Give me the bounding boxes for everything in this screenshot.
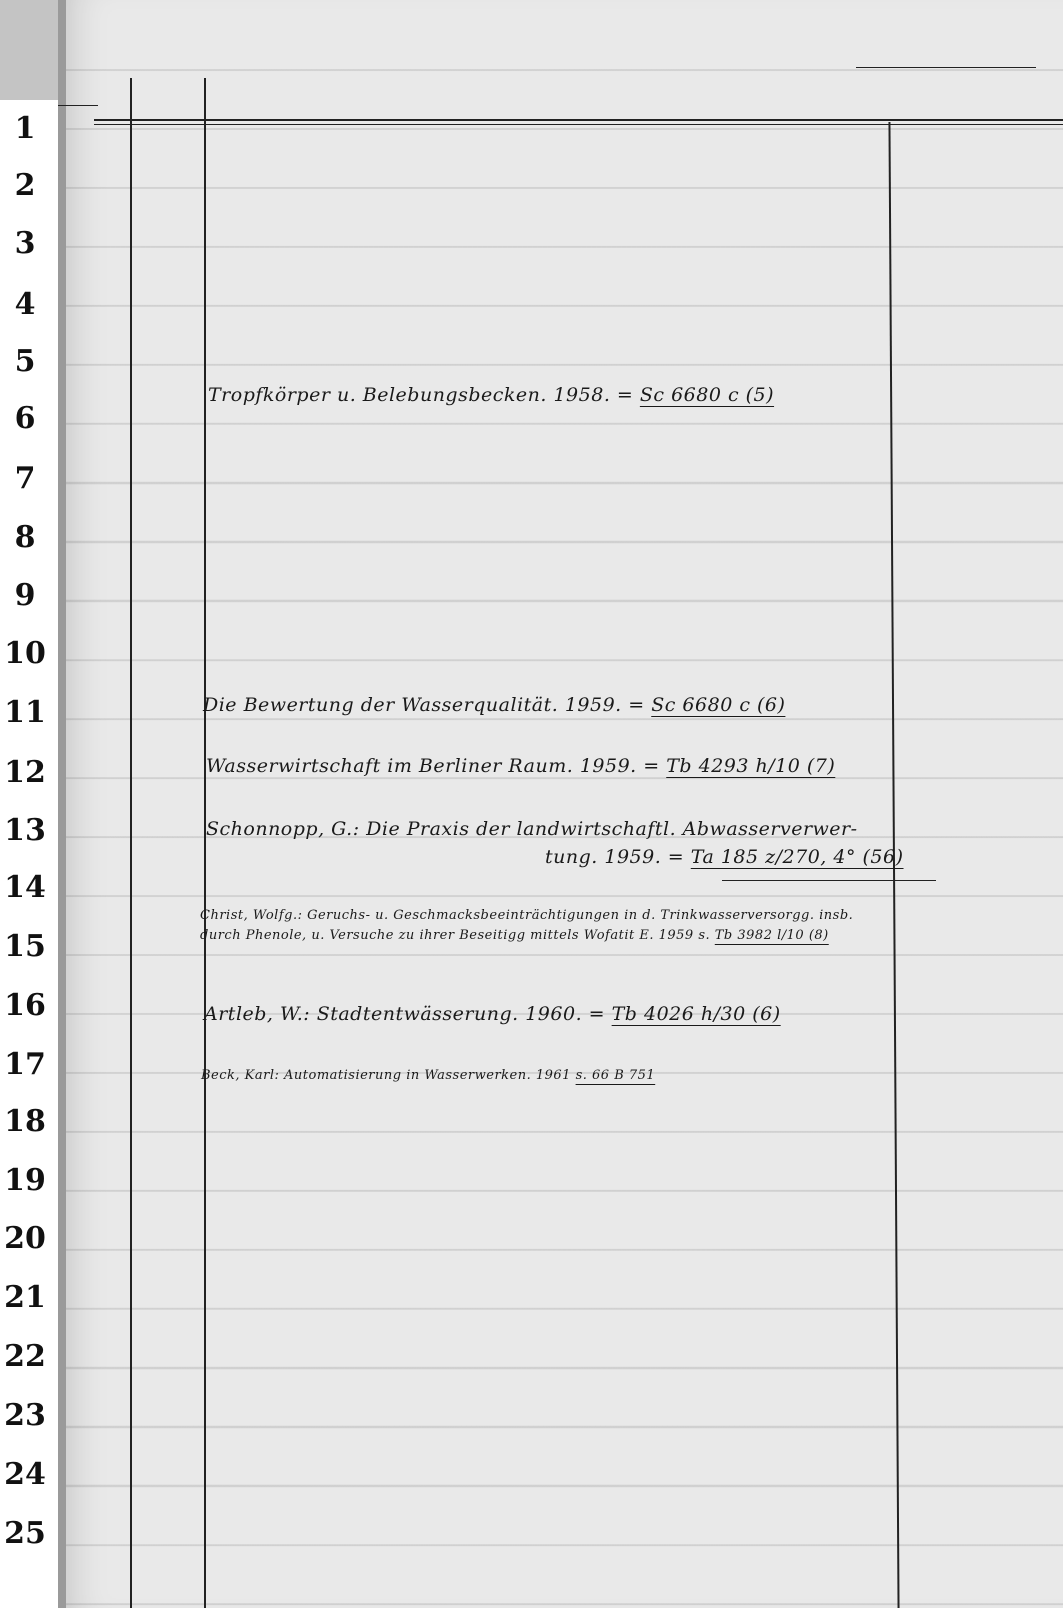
catalog-entry [204, 1003, 781, 1025]
row-number: 21 [4, 1280, 46, 1315]
catalog-entry [203, 694, 785, 716]
catalog-entry [206, 755, 835, 777]
catalog-entry-continued [200, 928, 829, 943]
shelfmark: s. 66 B 751 [575, 1068, 656, 1083]
row-number: 14 [4, 870, 46, 905]
row-number: 18 [4, 1104, 46, 1139]
entry-title-line-2: durch Phenole, u. Versuche zu ihrer Beseitigg mittels Wofatit E. 1959 s. [200, 928, 711, 943]
row-number: 1 [14, 111, 36, 146]
shelfmark: Tb 4026 h/30 (6) [611, 1003, 781, 1025]
row-number: 17 [4, 1047, 46, 1082]
shelfmark: Ta 185 z/270, 4° (56) [690, 846, 904, 868]
shelfmark: Tb 4293 h/10 (7) [666, 755, 836, 777]
row-number: 19 [4, 1163, 46, 1198]
catalog-entry [206, 818, 858, 840]
entry-title-line-2: tung. 1959. = [545, 846, 685, 868]
entry-title: Wasserwirtschaft im Berliner Raum. 1959. = [206, 755, 660, 777]
row-number: 12 [4, 755, 46, 790]
shelfmark: Sc 6680 c (5) [639, 384, 775, 406]
ledger-header-rule-2 [94, 124, 1063, 125]
row-number: 4 [14, 287, 36, 322]
entry-title: Die Bewertung der Wasserqualität. 1959. = [203, 694, 645, 716]
entry-title: Tropfkörper u. Belebungsbecken. 1958. = [208, 384, 634, 406]
ledger-rule-left [130, 78, 132, 1608]
entry-title-line-1: Schonnopp, G.: Die Praxis der landwirtschaftl. Abwasserverwer- [206, 818, 858, 840]
catalog-entry-continued [545, 846, 904, 868]
row-number: 25 [4, 1516, 46, 1551]
entry-title-line-1: Christ, Wolfg.: Geruchs- u. Geschmacksbeeinträchtigungen in d. Trinkwasserversorgg. insb. [200, 908, 854, 923]
ledger-top-rule [58, 105, 98, 106]
row-number: 3 [14, 226, 36, 261]
entry-underline [722, 880, 936, 881]
shelfmark: Tb 3982 l/10 (8) [714, 928, 829, 943]
row-number: 20 [4, 1221, 46, 1256]
gutter-header-block [0, 0, 58, 100]
row-number: 5 [14, 344, 36, 379]
ledger-header-rule [94, 119, 1063, 121]
ledger-top-right-rule [856, 67, 1036, 68]
row-number: 22 [4, 1339, 46, 1374]
row-number: 2 [14, 168, 36, 203]
row-number: 8 [14, 520, 36, 555]
row-number: 13 [4, 813, 46, 848]
ledger-sheet [58, 0, 1063, 1608]
ledger-rule-inner [204, 78, 206, 1608]
row-number: 11 [4, 695, 46, 730]
row-number: 24 [4, 1457, 46, 1492]
row-number: 10 [4, 636, 46, 671]
row-number: 9 [14, 578, 36, 613]
row-number: 23 [4, 1398, 46, 1433]
page-binding-edge [58, 0, 66, 1608]
shelfmark: Sc 6680 c (6) [651, 694, 786, 716]
row-number: 6 [14, 401, 36, 436]
row-number: 16 [4, 988, 46, 1023]
entry-title: Artleb, W.: Stadtentwässerung. 1960. = [204, 1003, 606, 1025]
row-number: 7 [14, 461, 36, 496]
catalog-entry [201, 1068, 655, 1083]
entry-title: Beck, Karl: Automatisierung in Wasserwerken. 1961 [201, 1068, 571, 1083]
catalog-entry [208, 384, 774, 406]
row-number: 15 [4, 929, 46, 964]
catalog-entry [200, 908, 853, 923]
